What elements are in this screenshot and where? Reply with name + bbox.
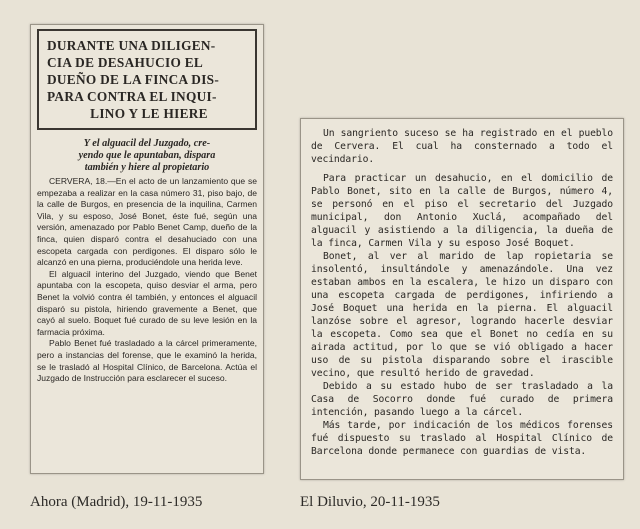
article-paragraph: Bonet, al ver al marido de lap ropietaria se insolentó, insultándole y amenazándole. Una vez estaban ambos en la escalera, le hizo un disparo con una escopeta cargada de perdigones, infiriendo a José Boquet una herida en la pierna. El alguacil lanzóse sobre el agresor, logrando hacerle desviar la escopeta. Como sea que el Bonet no cedía en su airada actitud, por lo que se vió obligado a hacer uso de su pistola disparando sobre el irascible vecino, que resultó herido de gravedad. xyxy=(311,251,613,379)
subhead-line: yendo que le apuntaban, dispara xyxy=(78,150,216,161)
subhead-line: también y hiere al propietario xyxy=(84,162,210,173)
headline-line: DUEÑO DE LA FINCA DIS- xyxy=(47,72,220,87)
ahora-clipping xyxy=(30,24,264,474)
article-paragraph: Pablo Benet fué trasladado a la cárcel primeramente, pero a instancias del forense, que le examinó la herida, se le trasladó al Hospital Clínico, de Barcelona. Actúa el Juzgado de Instrucción para esclarecer el suceso. xyxy=(37,338,257,384)
article-paragraph: Para practicar un desahucio, en el domicilio de Pablo Bonet, sito en la calle de Burgos, número 4, se personó en el piso el secretario del Juzgado municipal, don Antonio Xuclá, acompañado del alguacil y asistiendo a la diligencia, la dueña de la finca, Carmen Vila y su esposo José Boquet. xyxy=(311,173,613,249)
ahora-article-body xyxy=(37,176,257,385)
article-paragraph: Más tarde, por indicación de los médicos forenses fué dispuesto su traslado al Hospital Clínico de Barcelona donde permanece con guardias de vista. xyxy=(311,420,613,457)
article-paragraph: CERVERA, 18.—En el acto de un lanzamiento que se empezaba a realizar en la casa número 31, piso bajo, de la calle de Burgos, en presencia de la inquilina, Carmen Vila, y su esposo, José Bonet, éste fué, según una versión, amenazado por Pablo Benet Camp, dueño de la finca, quien disparó contra el desahuciado con una escopeta cargada con perdigones. El disparo sólo le alcanzó en una pierna, produciéndole una herida leve. xyxy=(37,176,257,268)
headline-line: CIA DE DESAHUCIO EL xyxy=(47,55,204,70)
caption-diluvio: El Diluvio, 20-11-1935 xyxy=(300,494,440,510)
subheadline xyxy=(37,138,257,174)
headline-line: PARA CONTRA EL INQUI- xyxy=(47,89,217,104)
subhead-line: Y el alguacil del Juzgado, cre- xyxy=(83,138,211,149)
headline-line: DURANTE UNA DILIGEN- xyxy=(47,38,216,53)
article-paragraph: Un sangriento suceso se ha registrado en el pueblo de Cervera. El cual ha consternado a todo el vecindario. xyxy=(311,128,613,165)
article-paragraph: Debido a su estado hubo de ser trasladado a la Casa de Socorro donde fué curado de primera intención, pasando luego a la cárcel. xyxy=(311,381,613,418)
diluvio-article-body xyxy=(311,127,613,458)
headline-line: LINO Y LE HIERE xyxy=(90,106,208,121)
caption-ahora: Ahora (Madrid), 19-11-1935 xyxy=(30,494,203,510)
article-paragraph: El alguacil interino del Juzgado, viendo que Benet apuntaba con la escopeta, quiso desviar el arma, pero Benet la volvió contra él también, y entonces el alguacil disparó su pistola, hiriendo gravemente a Benet, que cayó al suelo. Boquet fué curado de su leve lesión en la farmacia próxima. xyxy=(37,268,257,337)
diluvio-clipping xyxy=(300,118,624,480)
headline-box xyxy=(37,29,257,130)
